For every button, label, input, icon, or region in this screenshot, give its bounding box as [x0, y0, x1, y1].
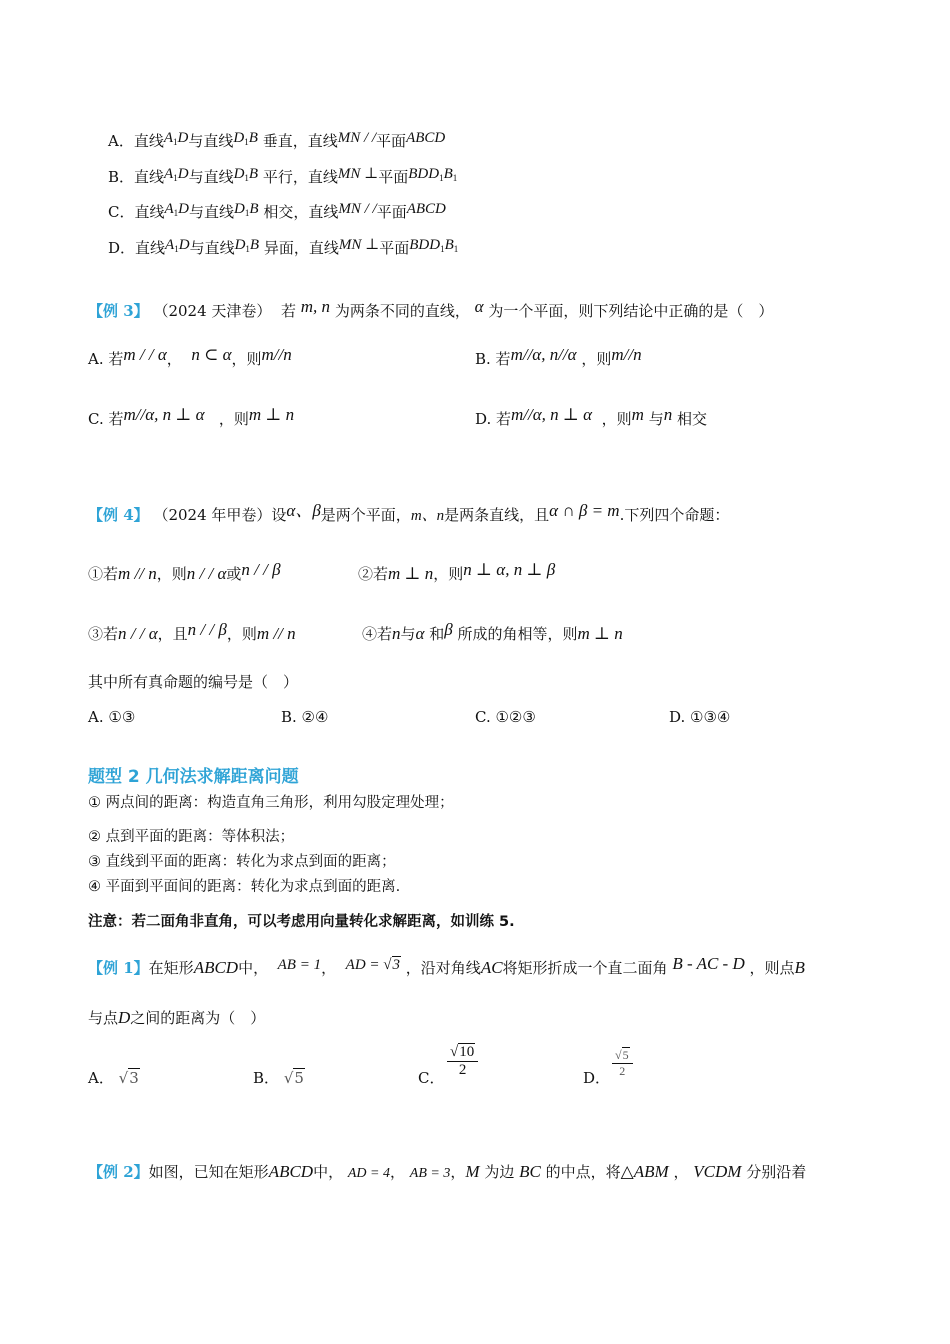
example-3-option-a[interactable]: A. 若m / / α， n ⊂ α，则m//n	[88, 345, 292, 368]
example-3-option-b[interactable]: B. 若m//α, n//α ，则m//n	[475, 345, 642, 368]
example-4-choice-b[interactable]: B. ②④	[281, 708, 329, 726]
example-1-option-d[interactable]: D．	[583, 1069, 611, 1087]
fraction-sqrt10-over-2: $\frac{√10}{2}$	[447, 1044, 478, 1079]
example-1-stem-cont: 与点D之间的距离为（ ）	[88, 1008, 266, 1027]
top-option-c[interactable]: C．直线$A_1D$与直线$D_1B$ 相交，直线MN / /平面ABCD	[108, 201, 446, 221]
section-note: 注意：若二面角非直角，可以考虑用向量转化求解距离，如训练 5.	[88, 914, 515, 930]
proposition-1: ①若m // n，则n / / α或n / / β	[88, 560, 281, 583]
example-4-choice-a[interactable]: A. ①③	[88, 708, 136, 726]
section-item-4: ④ 平面到平面间的距离：转化为求点到面的距离.	[88, 879, 401, 895]
fraction-sqrt5-over-2: $\frac{√5}{2}$	[612, 1048, 633, 1079]
example-1-option-a[interactable]: A． √3	[88, 1069, 139, 1087]
example-4-stem: 【例 4】 （2024 年甲卷）设α、β是两个平面，m、n是两条直线，且α ∩ β = m.下列四个命题：	[88, 501, 730, 524]
example-4-choice-d[interactable]: D. ①③④	[669, 708, 731, 726]
top-option-d[interactable]: D．直线$A_1D$与直线$D_1B$ 异面，直线MN ⊥平面$BDD_1B_1$	[108, 237, 459, 257]
section-title: 题型 2 几何法求解距离问题	[88, 767, 299, 787]
section-item-3: ③ 直线到平面的距离：转化为求点到面的距离；	[88, 854, 396, 870]
example-3-option-d[interactable]: D. 若m//α, n ⊥ α ，则m 与n 相交	[475, 405, 708, 428]
example-1-tag: 【例 1】	[88, 959, 149, 977]
example-4-tag: 【例 4】	[88, 506, 149, 524]
section-item-1: ① 两点间的距离：构造直角三角形，利用勾股定理处理；	[88, 795, 454, 811]
example-4-question: 其中所有真命题的编号是（ ）	[88, 673, 299, 691]
example-3-tag: 【例 3】	[88, 302, 149, 320]
example-1-option-c[interactable]: C．	[418, 1069, 445, 1087]
top-option-b[interactable]: B．直线$A_1D$与直线$D_1B$ 平行，直线MN ⊥平面$BDD_1B_1$	[108, 166, 458, 186]
example-1-option-b[interactable]: B． √5	[253, 1069, 304, 1087]
example-4-choice-c[interactable]: C. ①②③	[475, 708, 536, 726]
proposition-2: ②若m ⊥ n，则n ⊥ α, n ⊥ β	[358, 560, 556, 583]
example-1-stem: 【例 1】在矩形ABCD中， AB = 1， AD = √3 ，沿对角线AC将矩形折成一个直二面角 B - AC - D ，则点B	[88, 954, 805, 977]
example-2-tag: 【例 2】	[88, 1163, 149, 1181]
example-3-option-c[interactable]: C. 若m//α, n ⊥ α ，则m ⊥ n	[88, 405, 295, 428]
proposition-3: ③若n / / α，且n / / β，则m // n	[88, 620, 296, 643]
example-2-stem: 【例 2】如图，已知在矩形ABCD中， AD = 4， AB = 3，M 为边 BC 的中点，将△ABM ， VCDM 分别沿着	[88, 1162, 807, 1181]
proposition-4: ④若n与α 和β 所成的角相等，则m ⊥ n	[362, 620, 623, 643]
section-item-2: ② 点到平面的距离：等体积法；	[88, 829, 295, 845]
top-option-a[interactable]: A．直线$A_1D$与直线$D_1B$ 垂直，直线MN / /平面ABCD	[108, 130, 446, 150]
example-3-stem: 【例 3】 （2024 天津卷） 若 m, n 为两条不同的直线， α 为一个平面，则下列结论中正确的是（ ）	[88, 297, 774, 320]
